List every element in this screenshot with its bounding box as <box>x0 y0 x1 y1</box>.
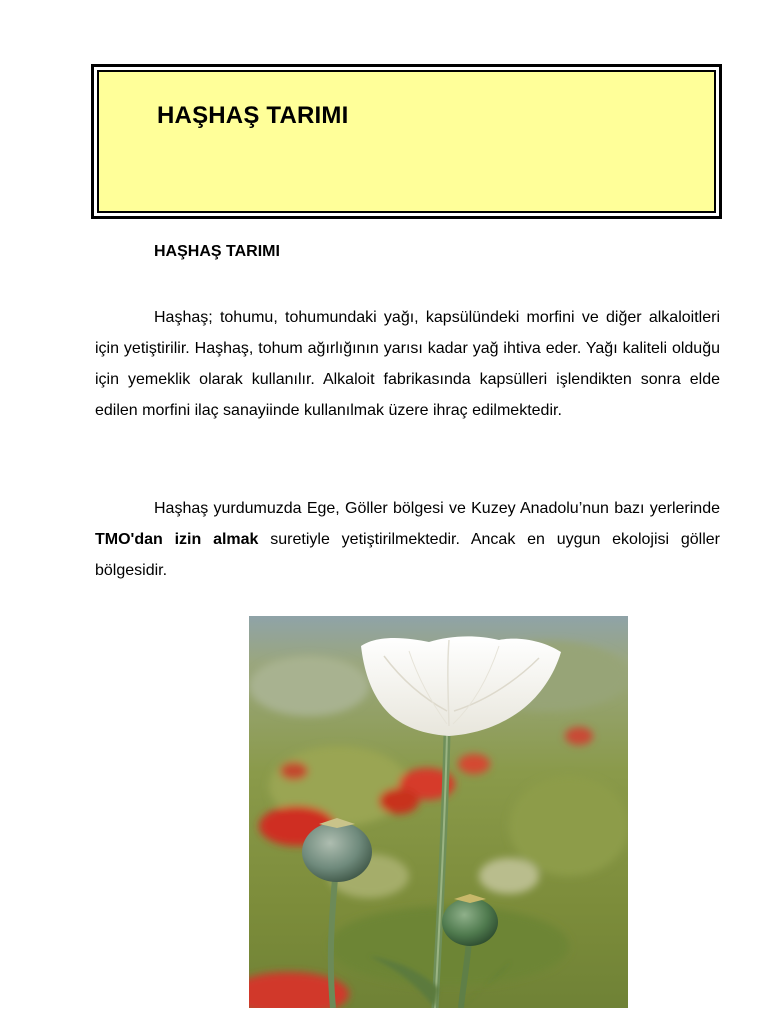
title-box <box>91 64 722 219</box>
poppy-photo <box>249 616 628 1008</box>
title-box-inner <box>97 70 716 213</box>
paragraph-2-text-before: Haşhaş yurdumuzda Ege, Göller bölgesi ve Kuzey Anadolu’nun bazı yerlerinde <box>154 500 720 517</box>
paragraph-2-text-after: suretiyle yetiştirilmektedir. Ancak en uygun ekolojisi göller bölgesidir. <box>95 531 721 579</box>
paragraph-2-bold-text: TMO'dan izin almak <box>95 531 259 548</box>
section-heading: HAŞHAŞ TARIMI <box>154 243 280 260</box>
paragraph-1-text: Haşhaş; tohumu, tohumundaki yağı, kapsülündeki morfini ve diğer alkaloitleri için yetiştirilir. Haşhaş, tohum ağırlığının yarısı kadar yağ ihtiva eder. Yağı kaliteli olduğu için yemeklik olarak kullanılır. Alkaloit fabrikasında kapsülleri işlendikten sonra elde edilen morfini ilaç sanayiinde kullanılmak üzere ihraç edilmektedir. <box>95 309 720 419</box>
paragraph-2 <box>95 493 720 586</box>
page-title: HAŞHAŞ TARIMI <box>157 102 349 129</box>
paragraph-1 <box>95 302 720 426</box>
white-poppy-flower-image <box>249 616 628 1008</box>
